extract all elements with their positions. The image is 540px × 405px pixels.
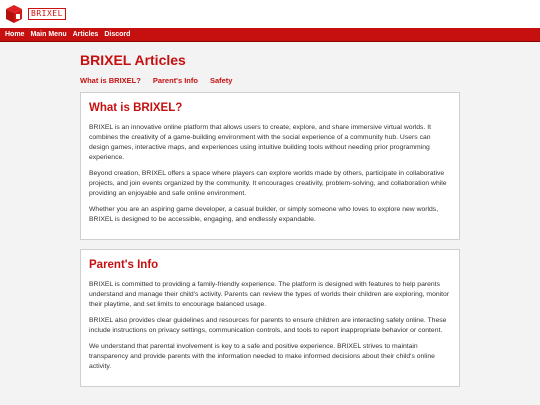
article-subnav <box>80 76 460 85</box>
section-what-is-brixel <box>80 92 460 240</box>
nav-discord[interactable]: Discord <box>104 31 131 38</box>
section-heading: What is BRIXEL? <box>89 102 183 114</box>
nav-home[interactable]: Home <box>5 31 25 38</box>
site-header <box>0 0 540 28</box>
nav-main-menu[interactable]: Main Menu <box>30 31 67 38</box>
main-nav <box>0 28 540 42</box>
content-column <box>80 42 460 387</box>
section-paragraph: We understand that parental involvement is key to a safe and positive experience. BRIXEL strives to maintain transparency and provide parents with the information needed to make informed decisions about their child's online activity. <box>89 343 435 370</box>
section-parents-info <box>80 249 460 387</box>
page-title: BRIXEL Articles <box>80 52 186 68</box>
logo-wordmark[interactable]: BRIXEL <box>28 8 66 20</box>
section-paragraph: Whether you are an aspiring game developer, a casual builder, or simply someone who loves to explore new worlds, BRIXEL is designed to be accessible, engaging, and endlessly expandable. <box>89 206 439 223</box>
brixel-logo-icon[interactable] <box>6 5 22 23</box>
subnav-safety[interactable]: Safety <box>209 76 233 85</box>
section-paragraph: Beyond creation, BRIXEL offers a space where players can explore worlds made by others, participate in collaborative projects, and join events organized by the community. It encourages creativity, problem-solving, and collaboration while providing an enjoyable and safe online environment. <box>89 170 447 197</box>
page-body <box>0 42 540 405</box>
section-paragraph: BRIXEL also provides clear guidelines and resources for parents to ensure children are interacting safely online. These include instructions on privacy settings, communication controls, and tools to report inappropriate behavior or content. <box>89 317 447 334</box>
subnav-what-is-brixel[interactable]: What is BRIXEL? <box>80 76 141 85</box>
section-paragraph: BRIXEL is an innovative online platform that allows users to create, explore, and share immersive virtual worlds. It combines the creativity of a game-building environment with the social experience of a community hub. Users can design games, interactive maps, and experiences using intuitive building tools without needing prior programming experience. <box>89 124 432 161</box>
section-heading: Parent's Info <box>89 259 159 271</box>
subnav-parents-info[interactable]: Parent's Info <box>152 76 198 85</box>
nav-articles[interactable]: Articles <box>72 31 99 38</box>
section-paragraph: BRIXEL is committed to providing a family-friendly experience. The platform is designed with features to help parents understand and manage their child's activity. Parents can review the types of worlds their children are exploring, monitor their playtime, and set limits to encourage balanced usage. <box>89 281 450 308</box>
